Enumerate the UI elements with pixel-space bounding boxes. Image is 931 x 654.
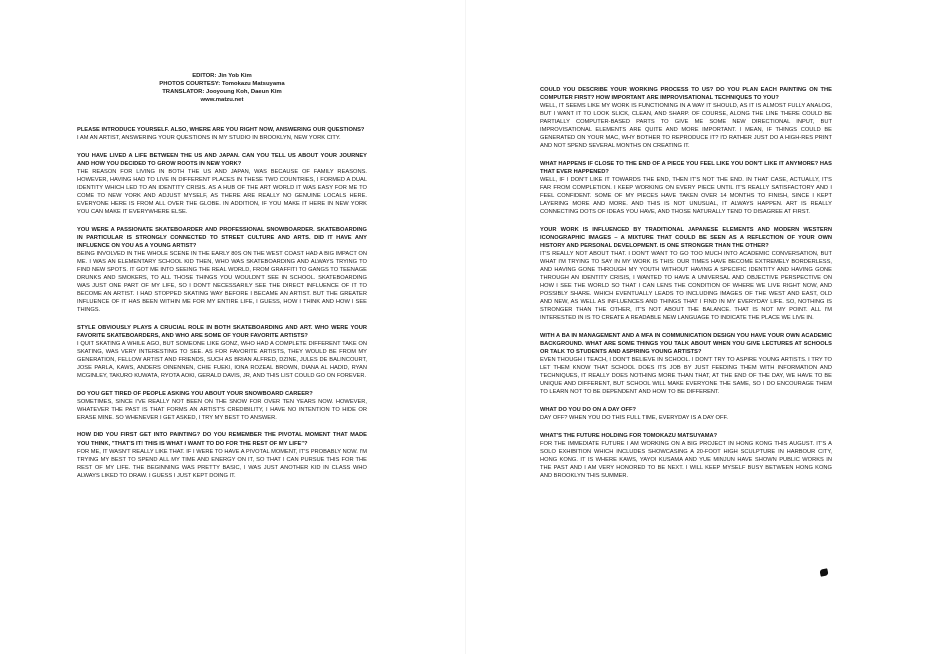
question: HOW DID YOU FIRST GET INTO PAINTING? DO YOU REMEMBER THE PIVOTAL MOMENT THAT MADE YOU THINK, "THAT'S IT! THIS IS WHAT I WANT TO DO FOR THE REST OF MY LIFE"? — [77, 432, 367, 447]
right-column — [540, 86, 832, 490]
question: WITH A BA IN MANAGEMENT AND A MFA IN COMMUNICATION DESIGN YOU HAVE YOUR OWN ACADEMIC BACKGROUND. WHAT ARE SOME THINGS YOU TALK ABOUT WHEN YOU GIVE LECTURES AT SCHOOLS OR TALK TO STUDENTS AND ASPIRING YOUNG ARTISTS? — [540, 333, 832, 356]
question: PLEASE INTRODUCE YOURSELF. ALSO, WHERE ARE YOU RIGHT NOW, ANSWERING OUR QUESTIONS? — [77, 127, 365, 133]
qa-block — [77, 390, 367, 422]
qa-block — [540, 406, 832, 422]
qa-block — [77, 431, 367, 479]
question: DO YOU GET TIRED OF PEOPLE ASKING YOU ABOUT YOUR SNOWBOARD CAREER? — [77, 390, 313, 397]
question: YOU WERE A PASSIONATE SKATEBOARDER AND PROFESSIONAL SNOWBOARDER. SKATEBOARDING IN PARTICULAR IS STRONGLY CONNECTED TO STREET CULTURE AND ARTS. DID IT HAVE ANY INFLUENCE ON YOU AS A YOUNG ARTIST? — [77, 226, 367, 249]
credit-website: www.matzu.net — [200, 97, 244, 103]
answer: FOR THE IMMEDIATE FUTURE I AM WORKING ON A BIG PROJECT IN HONG KONG THIS AUGUST. IT'S A SOLO EXHIBITION WHICH INCLUDES SHOWCASING A 20-FOOT HIGH SCULPTURE IN HARBOUR CITY, HONG KONG. IT IS WHERE KAWS, YAYOI KUSAMA AND YUE MINJUN HAVE SHOWN PUBLIC WORKS IN THE PAST AND I AM VERY HONORED TO BE NEXT. I WILL KEEP MYSELF BUSY BETWEEN HONG KONG AND BROOKLYN THIS SUMMER. — [540, 440, 832, 479]
question: YOUR WORK IS INFLUENCED BY TRADITIONAL JAPANESE ELEMENTS AND MODERN WESTERN ICONOGRAPHIC IMAGES – A MIXTURE THAT COULD BE SEEN AS A REFLECTION OF YOUR OWN HISTORY AND PERSONAL DEVELOPMENT. IS ONE STRONGER THAN THE OTHER? — [540, 226, 832, 249]
qa-block — [77, 152, 367, 216]
qa-block — [77, 226, 367, 315]
qa-block — [540, 432, 832, 480]
credit-editor: EDITOR: Jin Yob Kim — [192, 73, 252, 79]
question: YOU HAVE LIVED A LIFE BETWEEN THE US AND JAPAN. CAN YOU TELL US ABOUT YOUR JOURNEY AND HOW YOU DECIDED TO GROW ROOTS IN NEW YORK? — [77, 152, 367, 167]
answer: WELL, IT SEEMS LIKE MY WORK IS FUNCTIONING IN A WAY IT SHOULD, AS IT IS ALMOST FULLY ANALOG, BUT I WANT IT TO LOOK SLICK, CLEAN, AND SHARP. OF COURSE, ALONG THE LINE THERE COULD BE PARTIALLY COMPUTER-BASED PARTS TO GIVE ME SOME NEW DIRECTIONAL INPUT, BUT IMPROVISATIONAL ELEMENTS ARE QUITE AND MORE IMPORTANT. I MEAN, IF THINGS COULD BE GENERATED ON YOUR MAC, WHY BOTHER TO REPRODUCE IT? I'D RATHER JUST DO A HIGH-RES PRINT AND NOT SPEND SEVERAL MONTHS ON CREATING IT. — [540, 103, 832, 150]
question: WHAT DO YOU DO ON A DAY OFF? — [540, 407, 636, 414]
answer: WELL, IF I DON'T LIKE IT TOWARDS THE END, THEN IT'S NOT THE END. IN THAT CASE, ACTUALLY, IT'S FAR FROM COMPLETION. I KEEP WORKING ON EVERY PIECE UNTIL IT'S REALLY SATISFACTORY AND I FEEL CONFIDENT. SOME OF MY PIECES HAVE TAKEN OVER 14 MONTHS TO FINISH, SINCE I KEPT LAYERING MORE AND MORE. AND THIS IS NOT UNUSUAL, IT ALWAYS HAPPEN. ART IS REALLY CONNECTING DOTS OF IDEAS YOU HAVE, AND THOSE NATURALLY TEND TO DISAGREE AT FIRST. — [540, 177, 832, 216]
qa-block — [77, 324, 367, 380]
credit-photos: PHOTOS COURTESY: Tomokazu Matsuyama — [159, 81, 285, 87]
question: WHAT'S THE FUTURE HOLDING FOR TOMOKAZU MATSUYAMA? — [540, 432, 718, 439]
question: COULD YOU DESCRIBE YOUR WORKING PROCESS TO US? DO YOU PLAN EACH PAINTING ON THE COMPUTER FIRST? HOW IMPORTANT ARE IMPROVISATIONAL TECHNIQUES TO YOU? — [540, 87, 832, 102]
qa-block — [540, 226, 832, 323]
qa-block — [540, 160, 832, 216]
question: WHAT HAPPENS IF CLOSE TO THE END OF A PIECE YOU FEEL LIKE YOU DON'T LIKE IT ANYMORE? HAS THAT EVER HAPPENED? — [540, 160, 832, 176]
qa-block — [77, 126, 367, 142]
answer: BEING INVOLVED IN THE WHOLE SCENE IN THE EARLY 80S ON THE WEST COAST HAD A BIG IMPACT ON ME. I WAS AN ELEMENTARY SCHOOL KID THEN, WHO WAS SKATEBOARDING AND ALWAYS TRYING TO FIND NEW SPOTS. IT GOT ME INTO SEEING THE REAL WORLD, FROM GRAFFITI TO GANGS TO TEENAGE DRUNKS AND SMOKERS, TO ALL THOSE THINGS YOU WOULDN'T SEE IN SCHOOL. SKATEBOARDING WAS JUST ONE PART OF MY LIFE, SO I DON'T NECESSARILY SEE THE DIRECT INFLUENCE OF IT TO BECOME AN ARTIST. I HAD STOPPED SKATING WAY BEFORE I BECAME AN ARTIST. BUT THE GREATER INFLUENCE OF IT HAS BEEN WITHIN ME FOR MY ENTIRE LIFE, I GUESS, HOW I THINK AND HOW I SEE THINGS. — [77, 250, 367, 314]
answer: I QUIT SKATING A WHILE AGO, BUT SOMEONE LIKE GONZ, WHO HAD A COMPLETE DIFFERENT TAKE ON SKATING, WAS VERY INTERESTING TO SEE. AS FOR FAVORITE ARTISTS, THEY WOULD BE FROM MY GENERATION, FELLOW ARTIST AND FRIENDS, SUCH AS BRIAN ALFRED, DZINE, JULES DE BALINCOURT, JOSE PARLA, KAWS, ANDERS OINENNEN, CHIE FUEKI, IONA ROZEAL BROWN, DIANA AL HADID, RYAN MCGINLEY, TAKURO KUWATA, RYOTA AOKI, GERALD DAVIS, JR, AND THIS LIST COULD GO ON FOREVER. — [77, 340, 367, 380]
question: STYLE OBVIOUSLY PLAYS A CRUCIAL ROLE IN BOTH SKATEBOARDING AND ART. WHO WERE YOUR FAVORITE SKATEBOARDERS, AND WHO ARE SOME OF YOUR FAVORITE ARTISTS? — [77, 324, 367, 339]
answer: I AM AN ARTIST, ANSWERING YOUR QUESTIONS IN MY STUDIO IN BROOKLYN, NEW YORK CITY. — [77, 135, 341, 142]
answer: SOMETIMES, SINCE I'VE REALLY NOT BEEN ON THE SNOW FOR OVER TEN YEARS NOW. HOWEVER, WHATEVER THE PAST IS THAT FORMS AN ARTIST'S CREDIBILITY, I HAVE NO INTENTION TO HIDE OR ERASE MINE. SO WHENEVER I GET ASKED, I TRY MY BEST TO ANSWER. — [77, 398, 367, 421]
qa-block — [540, 332, 832, 396]
answer: THE REASON FOR LIVING IN BOTH THE US AND JAPAN, WAS BECAUSE OF FAMILY REASONS. HOWEVER, HAVING HAD TO LIVE IN DIFFERENT PLACES IN THESE TWO COUNTRIES, I FORMED A DUAL IDENTITY WHICH LED TO AN IDENTITY CRISIS. AS A HUB OF THE ART WORLD IT WAS EASY FOR ME TO COME TO NEW YORK AND ADJUST MYSELF, AS THERE ARE REALLY NO GENUINE LOCALS HERE. EVERYONE HERE IS FROM ALL OVER THE GLOBE. IN ADDITION, IF YOU MAKE IT HERE IN NEW YORK YOU CAN MAKE IT EVERYWHERE ELSE. — [77, 168, 367, 216]
answer: EVEN THOUGH I TEACH, I DON'T BELIEVE IN SCHOOL. I DON'T TRY TO ASPIRE YOUNG ARTISTS. I TRY TO LET THEM KNOW THAT SCHOOL DOES ITS JOB BY JUST FEEDING THEM WITH INFORMATION AND TECHNIQUES, IT REALLY DOES NOTHING MORE THAN THAT, AT THE END OF THE DAY, WE HAVE TO BE UNIQUE AND DIFFERENT, BUT SCHOOL WILL MAKE EVERYONE THE SAME, SO I DO ENCOURAGE THEM TO LEARN NOT TO BE DEPENDENT AND HOW TO BE DIFFERENT. — [540, 357, 832, 396]
left-column — [77, 72, 367, 489]
credit-translator: TRANSLATOR: Jooyoung Koh, Daeun Kim — [162, 89, 282, 95]
credits-block — [77, 72, 367, 104]
answer: DAY OFF? WHEN YOU DO THIS FULL TIME, EVERYDAY IS A DAY OFF. — [540, 415, 728, 422]
answer: FOR ME, IT WASN'T REALLY LIKE THAT. IF I WERE TO HAVE A PIVOTAL MOMENT, IT'S PROBABLY NOW. I'M TRYING MY BEST TO SPEND ALL MY TIME AND ENERGY ON IT, SO THAT I CAN PURSUE THIS FOR THE REST OF MY LIFE. THE BEGINNING WAS PRETTY BASIC, I WAS JUST ANOTHER KID IN CLASS WHO ALWAYS LIKED TO DRAW. I GUESS I JUST KEPT DOING IT. — [77, 448, 367, 479]
answer: IT'S REALLY NOT ABOUT THAT. I DON'T WANT TO GO TOO MUCH INTO ACADEMIC CONVERSATION, BUT WHAT I'M TRYING TO SAY IN MY WORK IS THIS: OUR TIMES HAVE BECOME EXTREMELY BORDERLESS, AND HAVING GONE THROUGH MY YOUTH WITHOUT HAVING A SPECIFIC IDENTITY AND HAVING GONE THROUGH AN IDENTITY CRISIS, I WANTED TO HAVE A UNIVERSAL AND OBJECTIVE PERSPECTIVE ON HOW I SEE THE WORLD SO THAT I CAN LENS THE CONDITION OF WHERE WE LIVE RIGHT NOW, AND POSSIBLY SHARE. WHICH EVENTUALLY LEADS TO INCLUDING IMAGES OF THE WEST AND EAST, OLD AND NEW, AS WELL AS INFLUENCES AND THINGS THAT I FIND IN MY EVERYDAY LIFE. SO, NOTHING IS STRONGER THAN THE OTHER, IT'S NOT ABOUT THE BALANCE. THAT IS NOT MY POINT. ALL I'M INTERESTED IN IS TO CREATE A READABLE NEW LANGUAGE TO INDICATE THE PLACE WE LIVE IN. — [540, 251, 832, 322]
qa-block — [540, 86, 832, 150]
